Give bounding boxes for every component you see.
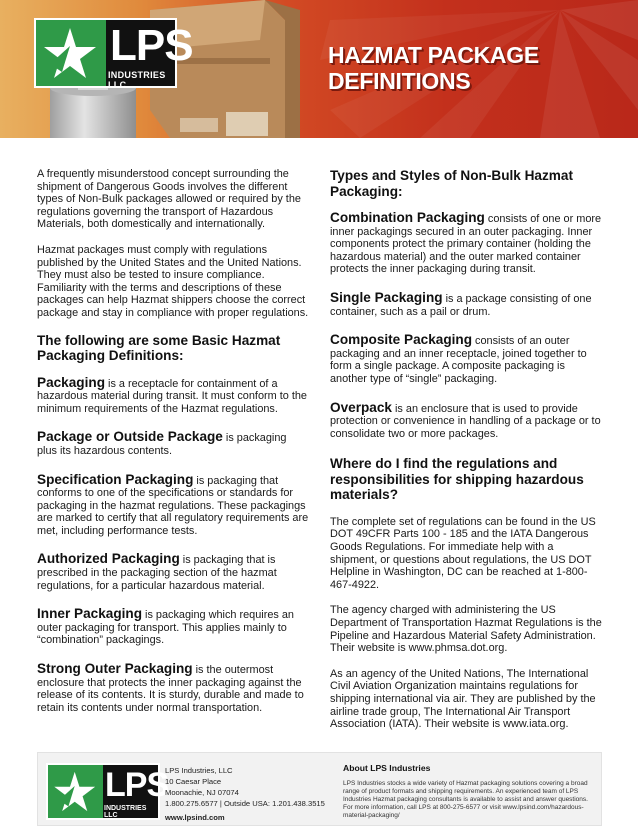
logo-text: LPS: [110, 21, 193, 70]
definition-text: is packaging that is prescribed in the packaging section of the hazmat regulations, for a particular hazardous material.: [37, 554, 277, 592]
phone-numbers: 1.800.275.6577 | Outside USA: 1.201.438.3515: [165, 799, 325, 808]
logo-star-emblem: [48, 765, 103, 818]
body-paragraph: The complete set of regulations can be found in the US DOT 49CFR Parts 100 - 185 and the IATA Dangerous Goods Regulations. For immediate help with a shipment, or questions about regulations, the US DOT Helpline in Washington, DC can be reached at 1-800-467-4922.: [330, 515, 596, 591]
definition-text: is packaging which requires an outer packaging for transport. This applies mainly to “combination” packagings.: [37, 609, 294, 647]
definition-item: [330, 212, 602, 276]
footer-logo-text: LPS: [105, 766, 169, 804]
definition-item: [37, 471, 309, 538]
about-section: [343, 763, 595, 820]
website-link[interactable]: www.lpsind.com: [165, 813, 225, 822]
definition-term: Authorized Packaging: [37, 551, 180, 567]
page-title: [328, 42, 628, 94]
definition-term: Inner Packaging: [37, 606, 143, 622]
section-heading: Where do I find the regulations and responsibilities for shipping hazardous materials?: [330, 456, 584, 503]
body-paragraph: As an agency of the United Nations, The International Civil Aviation Organization maintains regulations for shipping international via air. They are published by the airline trade group, The International Air Transport Association (IATA). Their website is www.iata.org.: [330, 667, 596, 731]
right-column: [330, 168, 602, 744]
definition-item: [330, 399, 602, 441]
street-address: 10 Caesar Place: [165, 777, 222, 786]
definition-term: Strong Outer Packaging: [37, 661, 193, 677]
definition-item: [37, 374, 309, 416]
star-icon: [48, 765, 103, 818]
footer: [37, 752, 602, 826]
definition-term: Combination Packaging: [330, 210, 485, 225]
definition-text: is a receptacle for containment of a hazardous material during transit. It must conform to the minimum requirements of the Hazmat regulations.: [37, 377, 307, 415]
section-heading: The following are some Basic Hazmat Packaging Definitions:: [37, 332, 281, 364]
definition-term: Specification Packaging: [37, 471, 194, 487]
definition-term: Packaging: [37, 374, 105, 390]
definition-item: [37, 553, 309, 592]
title-line-2: DEFINITIONS: [328, 68, 471, 94]
company-name: LPS Industries, LLC: [165, 766, 233, 775]
definition-text: consists of one or more inner packagings secured in an outer packaging. Inner components protect the primary container (holding the hazardous material) and the outer marked container protects the inner packaging during transit.: [330, 213, 602, 276]
logo-star-emblem: [36, 20, 106, 86]
definition-item: [37, 608, 309, 647]
about-body: LPS Industries stocks a wide variety of Hazmat packaging solutions covering a broad range of product formats and shipping requirements. An experienced team of LPS Industries Hazmat packaging consultants is available to assist and answer questions. For more information, call LPS at 800-275-6577 or visit www.lpsind.com/hazardous-material-packaging/: [343, 780, 588, 819]
definition-item: [330, 334, 602, 385]
definition-text: consists of an outer packaging and an inner receptacle, joined together to form a single package. A composite packaging is another type of “single” packaging.: [330, 335, 587, 385]
company-address: [165, 765, 325, 823]
footer-logo: [46, 763, 169, 820]
definition-text: is an enclosure that is used to provide protection or convenience in handling of a package or to consolidate two or more packages.: [330, 402, 601, 440]
footer-logo-subtext: INDUSTRIES LLC: [104, 805, 147, 819]
section-heading: Types and Styles of Non-Bulk Hazmat Packaging:: [330, 168, 573, 199]
logo-subtext: INDUSTRIES LLC: [108, 70, 166, 90]
definition-term: Composite Packaging: [330, 332, 473, 348]
definition-text: is packaging that conforms to one of the specifications or standards for packaging in the hazmat regulations. These packagings are marked to certify that all regulatory requirements are met, including performance tests.: [37, 474, 309, 537]
city-address: Moonachie, NJ 07074: [165, 788, 239, 797]
definition-text: is the outermost enclosure that protects the inner packaging against the release of its contents. It is sturdy, durable and made to retain its contents under normal transportation.: [37, 664, 304, 714]
definition-term: Overpack: [330, 399, 392, 415]
star-icon: [36, 20, 106, 86]
definition-term: Single Packaging: [330, 289, 443, 305]
definition-text: is packaging plus its hazardous contents.: [37, 432, 287, 457]
intro-paragraph: A frequently misunderstood concept surrounding the shipment of Dangerous Goods involves the different types of Non-Bulk packages allowed or required by the regulations governing the transport of Hazardous Materials, both domestically and internationally.: [37, 168, 301, 231]
definition-text: is a package consisting of one container, such as a pail or drum.: [330, 292, 592, 318]
definition-term: Package or Outside Package: [37, 429, 223, 445]
about-title: About LPS Industries: [343, 763, 431, 773]
definition-item: [37, 663, 309, 714]
header-banner: [0, 0, 638, 138]
definition-item: [37, 431, 309, 457]
definition-item: [330, 289, 602, 318]
body-paragraph: The agency charged with administering the US Department of Transportation Hazmat Regulations is the Pipeline and Hazardous Material Safety Administration. Their website is www.phmsa.dot.org.: [330, 604, 602, 655]
intro-paragraph: Hazmat packages must comply with regulations published by the United States and the United Nations. They must also be tested to insure compliance. Familiarity with the terms and descriptions of these packages can help Hazmat shippers choose the correct package and stay in compliance with proper regulations.: [37, 243, 309, 319]
lps-logo: [34, 18, 193, 90]
title-line-1: HAZMAT PACKAGE: [328, 42, 539, 68]
left-column: [37, 168, 309, 730]
